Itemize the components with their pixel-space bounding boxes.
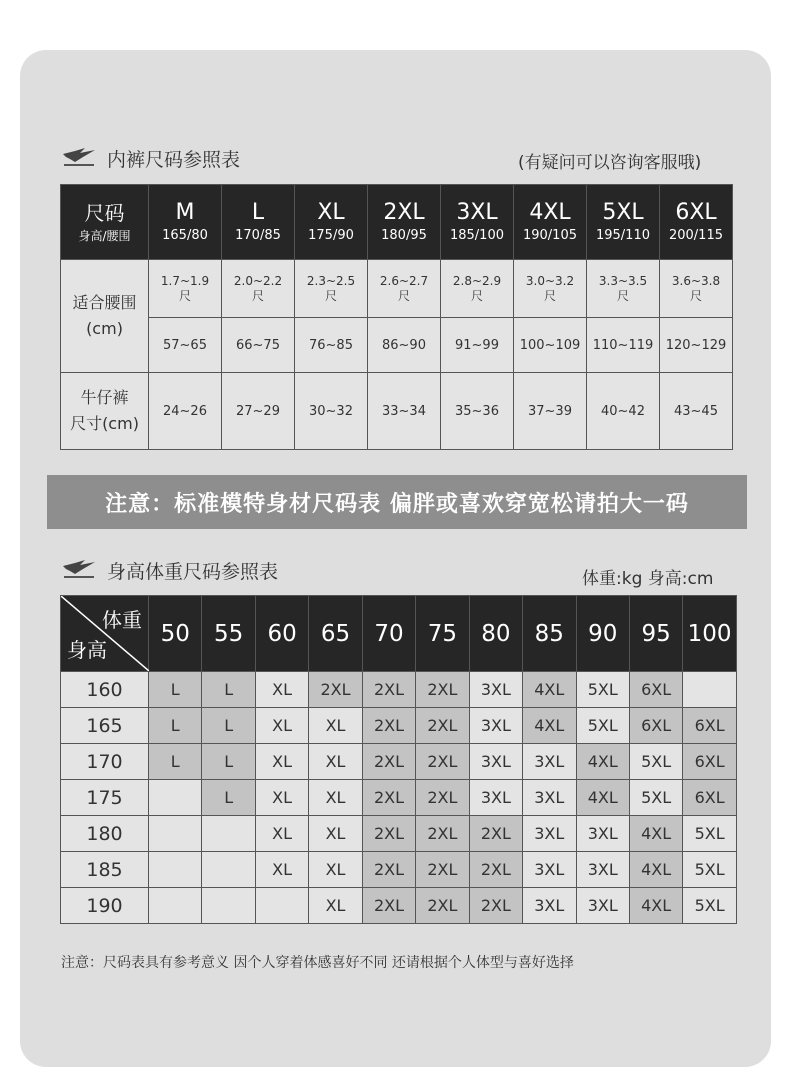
size-name: 4XL (529, 200, 571, 225)
size-cell: 2XL (362, 816, 415, 852)
size-cell: L (149, 708, 202, 744)
waist-feet-cell (295, 260, 368, 318)
height-cell: 175 (61, 780, 149, 816)
size-cell: 5XL (629, 780, 682, 816)
size-cell: 2XL (469, 852, 522, 888)
diagonal-header-corner (61, 596, 149, 672)
size-cell: 2XL (416, 708, 469, 744)
feet-unit: 尺 (470, 288, 483, 303)
size-name: 2XL (383, 200, 425, 225)
size-spec: 190/105 (522, 228, 577, 243)
height-weight-chart-title-row (61, 555, 278, 585)
size-spec: 165/80 (162, 228, 208, 243)
underwear-chart-title: 内裤尺码参照表 (107, 148, 241, 171)
waist-label-line2: (cm) (86, 319, 123, 338)
waist-cm-cell: 91~99 (441, 318, 514, 373)
waist-feet-cell (587, 260, 660, 318)
size-header-corner (61, 185, 149, 260)
waist-feet-cell (514, 260, 587, 318)
weight-col-90: 90 (576, 596, 629, 672)
feet-unit: 尺 (616, 288, 629, 303)
size-cell: 2XL (362, 780, 415, 816)
contact-service-note: (有疑问可以咨询客服哦) (518, 153, 702, 173)
size-cell: 2XL (309, 672, 362, 708)
size-name: XL (317, 200, 345, 225)
size-cell: XL (309, 852, 362, 888)
size-col-6xl (660, 185, 733, 260)
size-cell: 4XL (629, 816, 682, 852)
jeans-cell: 33~34 (368, 373, 441, 450)
height-row-185 (61, 852, 737, 888)
size-cell: 2XL (362, 888, 415, 924)
size-cell: 2XL (469, 888, 522, 924)
size-cell (202, 852, 255, 888)
size-cell: 2XL (416, 744, 469, 780)
feet-range: 2.3~2.5 (306, 273, 356, 288)
size-cell: 5XL (629, 744, 682, 780)
waist-feet-cell (149, 260, 222, 318)
jeans-cell: 24~26 (149, 373, 222, 450)
size-cell (149, 816, 202, 852)
waist-cm-cell: 76~85 (295, 318, 368, 373)
waist-cm-cell: 57~65 (149, 318, 222, 373)
size-cell: L (149, 672, 202, 708)
size-cell (149, 888, 202, 924)
size-cell: XL (255, 672, 308, 708)
weight-col-70: 70 (362, 596, 415, 672)
size-cell: XL (309, 816, 362, 852)
weight-col-100: 100 (683, 596, 736, 672)
size-cell: 4XL (629, 888, 682, 924)
size-cell: 5XL (683, 888, 736, 924)
size-cell: 3XL (523, 888, 576, 924)
size-cell: 4XL (523, 708, 576, 744)
size-cell: 3XL (576, 888, 629, 924)
waist-cm-cell: 120~129 (660, 318, 733, 373)
size-cell: L (149, 744, 202, 780)
size-cell: XL (255, 816, 308, 852)
size-cell: 3XL (576, 852, 629, 888)
size-cell: 5XL (576, 708, 629, 744)
jeans-label-line1: 牛仔裤 (80, 388, 129, 407)
size-col-3xl (441, 185, 514, 260)
feet-range: 1.7~1.9 (160, 273, 210, 288)
height-weight-chart-title: 身高体重尺码参照表 (107, 560, 279, 583)
height-row-170 (61, 744, 737, 780)
reference-footnote: 注意：尺码表具有参考意义 因个人穿着体感喜好不同 还请根据个人体型与喜好选择 (61, 955, 574, 971)
height-axis-label: 身高 (67, 638, 107, 662)
brand-logo-icon (61, 147, 97, 169)
height-row-165 (61, 708, 737, 744)
size-cell: 2XL (416, 888, 469, 924)
jeans-cell: 35~36 (441, 373, 514, 450)
size-cell: L (202, 780, 255, 816)
size-cell: 5XL (683, 852, 736, 888)
size-name: M (175, 200, 195, 225)
size-cell: 3XL (523, 816, 576, 852)
waist-feet-cell (660, 260, 733, 318)
weight-col-85: 85 (523, 596, 576, 672)
feet-unit: 尺 (543, 288, 556, 303)
size-cell: 2XL (416, 672, 469, 708)
size-name: 5XL (602, 200, 644, 225)
feet-range: 2.0~2.2 (233, 273, 283, 288)
size-cell: 3XL (469, 672, 522, 708)
size-up-notice-banner: 注意：标准模特身材尺码表 偏胖或喜欢穿宽松请拍大一码 (47, 475, 747, 529)
size-cell: 3XL (469, 708, 522, 744)
waist-row-label (61, 260, 149, 373)
size-name: 3XL (456, 200, 498, 225)
size-cell: 3XL (523, 744, 576, 780)
weight-col-55: 55 (202, 596, 255, 672)
size-cell: 6XL (683, 744, 736, 780)
height-row-160 (61, 672, 737, 708)
size-cell: XL (309, 708, 362, 744)
size-cell: L (202, 744, 255, 780)
size-cell: 5XL (576, 672, 629, 708)
height-weight-size-table (60, 595, 737, 924)
size-cell: 2XL (469, 816, 522, 852)
size-cell (683, 672, 736, 708)
size-cell: 4XL (576, 780, 629, 816)
feet-unit: 尺 (324, 288, 337, 303)
feet-unit: 尺 (397, 288, 410, 303)
size-cell: 3XL (576, 816, 629, 852)
size-cell: L (202, 672, 255, 708)
size-col-2xl (368, 185, 441, 260)
size-col-4xl (514, 185, 587, 260)
feet-unit: 尺 (251, 288, 264, 303)
size-header-row (61, 185, 733, 260)
size-cell: 3XL (469, 780, 522, 816)
size-cell: 6XL (629, 672, 682, 708)
weight-col-60: 60 (255, 596, 308, 672)
jeans-row-label (61, 373, 149, 450)
size-cell: 3XL (523, 780, 576, 816)
size-cell: 4XL (523, 672, 576, 708)
jeans-cell: 40~42 (587, 373, 660, 450)
feet-range: 2.6~2.7 (379, 273, 429, 288)
feet-range: 2.8~2.9 (452, 273, 502, 288)
height-cell: 180 (61, 816, 149, 852)
weight-col-75: 75 (416, 596, 469, 672)
weight-col-65: 65 (309, 596, 362, 672)
size-spec: 180/95 (381, 228, 427, 243)
size-cell: XL (309, 888, 362, 924)
weight-axis-label: 体重 (102, 608, 142, 632)
height-cell: 185 (61, 852, 149, 888)
size-col-l (222, 185, 295, 260)
height-row-190 (61, 888, 737, 924)
waist-feet-cell (368, 260, 441, 318)
weight-col-95: 95 (629, 596, 682, 672)
height-waist-label: 身高/腰围 (78, 229, 131, 243)
size-col-xl (295, 185, 368, 260)
size-cell: XL (309, 780, 362, 816)
jeans-row (61, 373, 733, 450)
size-cell: 6XL (683, 780, 736, 816)
size-name: 6XL (675, 200, 717, 225)
size-spec: 195/110 (595, 228, 650, 243)
jeans-cell: 43~45 (660, 373, 733, 450)
size-cell (255, 888, 308, 924)
size-cell: 2XL (362, 852, 415, 888)
size-spec: 175/90 (308, 228, 354, 243)
size-cell (149, 852, 202, 888)
size-label: 尺码 (84, 201, 125, 225)
size-name: L (251, 200, 265, 225)
waist-cm-cell: 110~119 (587, 318, 660, 373)
jeans-cell: 37~39 (514, 373, 587, 450)
size-cell: 6XL (683, 708, 736, 744)
size-cell: L (202, 708, 255, 744)
size-cell: XL (255, 780, 308, 816)
size-cell: 2XL (416, 816, 469, 852)
size-cell: 2XL (362, 744, 415, 780)
size-col-5xl (587, 185, 660, 260)
waist-feet-cell (222, 260, 295, 318)
height-row-175 (61, 780, 737, 816)
weight-col-80: 80 (469, 596, 522, 672)
brand-logo-icon (61, 559, 97, 581)
size-cell: 2XL (362, 672, 415, 708)
waist-feet-row (61, 260, 733, 318)
size-cell: 3XL (469, 744, 522, 780)
jeans-label-line2: 尺寸(cm) (70, 414, 139, 433)
size-cell: 4XL (629, 852, 682, 888)
feet-range: 3.6~3.8 (671, 273, 721, 288)
waist-cm-cell: 66~75 (222, 318, 295, 373)
size-cell: 2XL (416, 780, 469, 816)
size-cell: 3XL (523, 852, 576, 888)
size-cell: XL (255, 708, 308, 744)
size-cell: 5XL (683, 816, 736, 852)
feet-range: 3.0~3.2 (525, 273, 575, 288)
waist-feet-cell (441, 260, 514, 318)
waist-cm-cell: 100~109 (514, 318, 587, 373)
underwear-chart-title-row (61, 143, 240, 173)
size-spec: 170/85 (235, 228, 281, 243)
feet-unit: 尺 (178, 288, 191, 303)
waist-cm-row (61, 318, 733, 373)
size-cell: 2XL (416, 852, 469, 888)
waist-cm-cell: 86~90 (368, 318, 441, 373)
weight-header-row (61, 596, 737, 672)
jeans-cell: 27~29 (222, 373, 295, 450)
size-spec: 185/100 (449, 228, 504, 243)
height-row-180 (61, 816, 737, 852)
size-cell: XL (255, 852, 308, 888)
size-cell (149, 780, 202, 816)
waist-label-line1: 适合腰围 (72, 293, 137, 312)
size-cell: XL (309, 744, 362, 780)
size-cell (202, 816, 255, 852)
weight-col-50: 50 (149, 596, 202, 672)
height-cell: 170 (61, 744, 149, 780)
size-col-m (149, 185, 222, 260)
size-spec: 200/115 (668, 228, 723, 243)
height-cell: 165 (61, 708, 149, 744)
height-cell: 160 (61, 672, 149, 708)
unit-note: 体重:kg 身高:cm (582, 569, 714, 589)
size-cell: 2XL (362, 708, 415, 744)
underwear-size-table (60, 184, 733, 450)
feet-unit: 尺 (689, 288, 702, 303)
size-cell (202, 888, 255, 924)
height-cell: 190 (61, 888, 149, 924)
jeans-cell: 30~32 (295, 373, 368, 450)
size-cell: 6XL (629, 708, 682, 744)
size-cell: XL (255, 744, 308, 780)
size-cell: 4XL (576, 744, 629, 780)
feet-range: 3.3~3.5 (598, 273, 648, 288)
